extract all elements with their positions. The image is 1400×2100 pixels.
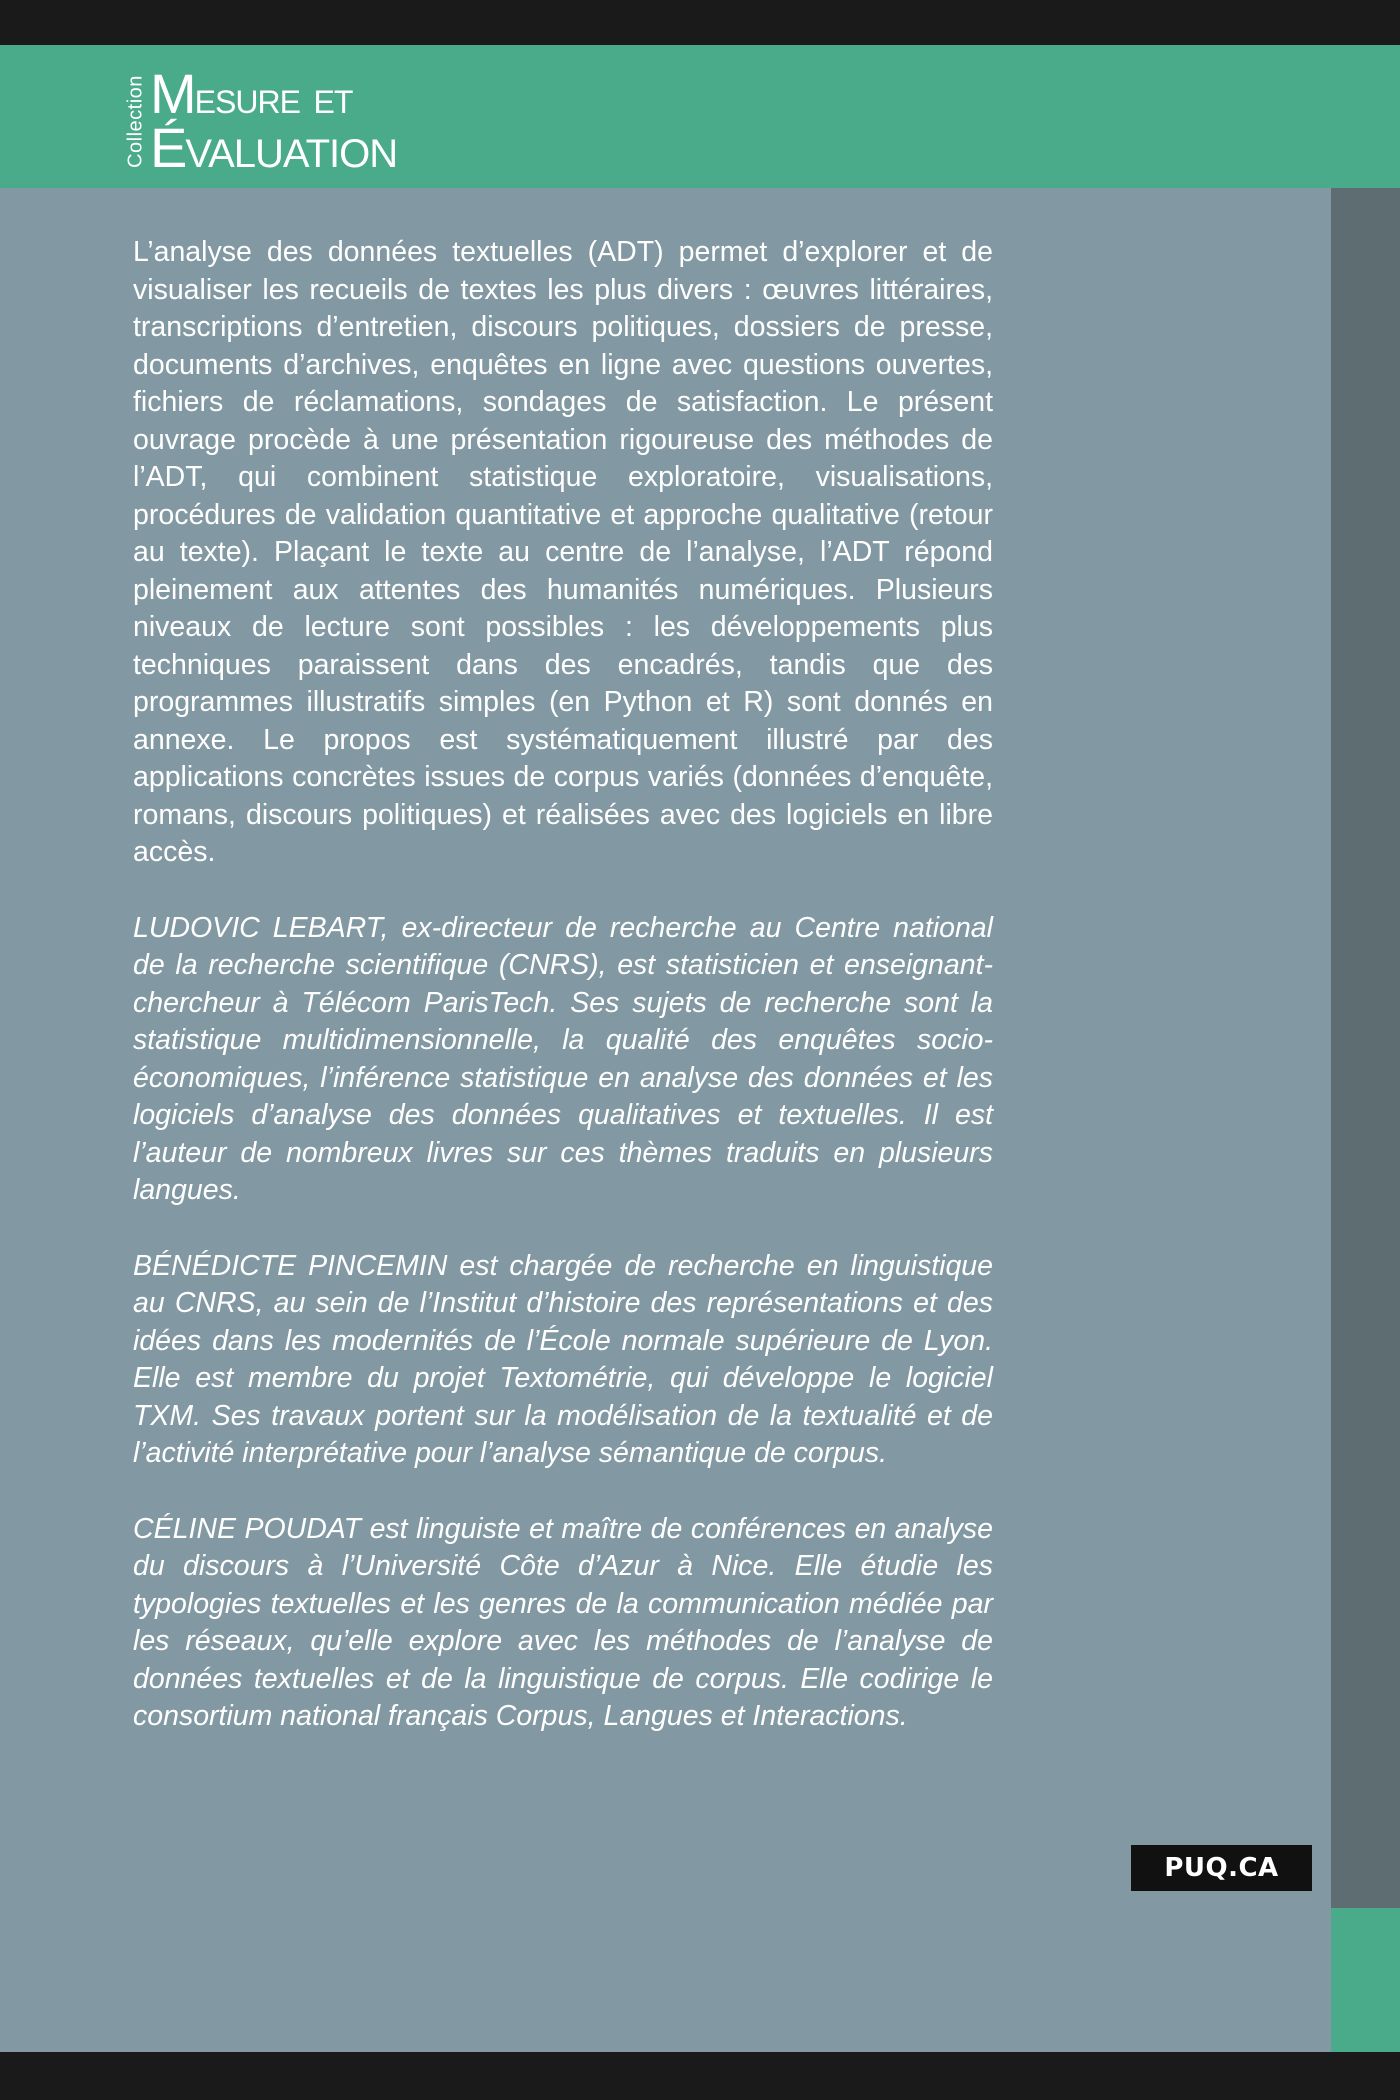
- side-strip: [1331, 188, 1400, 1908]
- author-bio-poudat: CÉLINE POUDAT est linguiste et maître de conférences en analyse du discours à l’Université Côte d’Azur à Nice. Elle étudie les typologies textuelles et les genres de la communication médiée par les réseaux, qu’elle explore avec les méthodes de l’analyse de données textuelles et de la linguistique de corpus. Elle codirige le consortium national français Corpus, Langues et Interactions.: [133, 1512, 993, 1732]
- collection-logo: [116, 62, 416, 177]
- summary-paragraph: L’analyse des données textuelles (ADT) permet d’explorer et de visualiser les recueils de textes les plus divers : œuvres littéraires, transcriptions d’entretien, discours politiques, dossiers de presse, documents d’archives, enquêtes en ligne avec questions ouvertes, fichiers de réclamations, sondages de satisfaction. Le présent ouvrage procède à une présentation rigoureuse des méthodes de l’ADT, qui combinent statistique exploratoire, visualisations, procédures de validation quantitative et approche qualitative (retour au texte). Plaçant le texte au centre de l’analyse, l’ADT répond pleinement aux attentes des humanités numériques. Plusieurs niveaux de lecture sont possibles : les développements plus techniques paraissent dans des encadrés, tandis que des programmes illustratifs simples (en Python et R) sont donnés en annexe. Le propos est systématiquement illustré par des applications concrètes issues de corpus variés (données d’enquête, romans, discours politiques) et réalisées avec des logiciels en libre accès.: [133, 236, 993, 868]
- top-border: [0, 0, 1400, 45]
- publisher-badge[interactable]: PUQ.CA: [1131, 1845, 1312, 1891]
- side-accent: [1331, 1908, 1400, 2052]
- logo-m: M: [150, 62, 195, 125]
- back-cover-text: [133, 234, 993, 1774]
- logo-e: É: [150, 116, 186, 179]
- author-bio-pincemin: BÉNÉDICTE PINCEMIN est chargée de recherche en linguistique au CNRS, au sein de l’Institut d’histoire des représentations et des idées dans les modernités de l’École normale supérieure de Lyon. Elle est membre du projet Textométrie, qui développe le logiciel TXM. Ses travaux portent sur la modélisation de la textualité et de l’activité interprétative pour l’analyse sémantique de corpus.: [133, 1249, 993, 1469]
- logo-valuation: VALUATION: [185, 132, 398, 176]
- logo-et: ET: [313, 84, 353, 120]
- logo-esure: ESURE: [194, 84, 300, 120]
- author-bio-lebart: LUDOVIC LEBART, ex-directeur de recherche au Centre national de la recherche scientifique (CNRS), est statisticien et enseignant-chercheur à Télécom ParisTech. Ses sujets de recherche sont la statistique multidimensionnelle, la qualité des enquêtes socio-économiques, l’inférence statistique en analyse des données et les logiciels d’analyse des données qualitatives et textuelles. Il est l’auteur de nombreux livres sur ces thèmes traduits en plusieurs langues.: [133, 911, 993, 1206]
- logo-collection-label: Collection: [124, 75, 147, 168]
- logo-title-line2: [150, 116, 398, 182]
- bottom-border: [0, 2052, 1400, 2100]
